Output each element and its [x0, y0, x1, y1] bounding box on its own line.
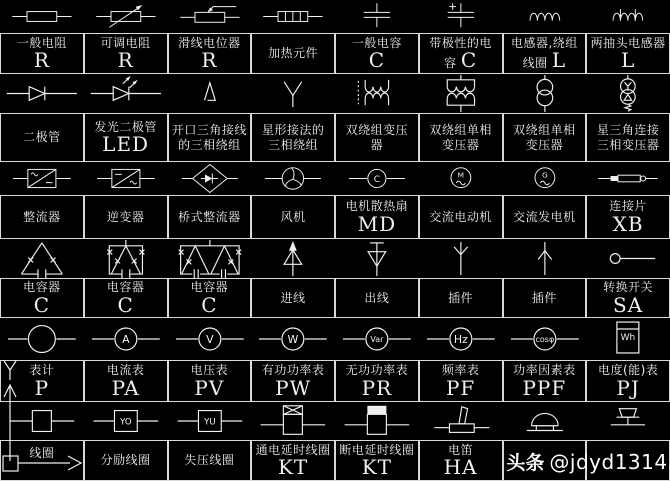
watermark-brand: 头条	[506, 452, 545, 474]
label-line: 交流电动机	[429, 209, 492, 224]
label-line: 分励线圈	[100, 453, 151, 468]
label-variable-resistor	[84, 33, 168, 74]
label-line: 星形接法的	[261, 123, 325, 138]
tapped-inductor-icon	[586, 0, 670, 33]
label-line: 电笛	[448, 442, 474, 457]
meter-icon	[84, 318, 168, 360]
label-line: 带极性的电	[429, 35, 492, 50]
label-line: PPF	[522, 375, 567, 400]
label-line: 加热元件	[268, 46, 319, 61]
label-off-delay-coil	[335, 440, 419, 481]
label-inductor	[503, 33, 587, 74]
label-line: SA	[613, 292, 644, 317]
label-line: MD	[357, 211, 397, 236]
label-line: 二极管	[23, 130, 61, 145]
label-line: 星三角连接	[596, 123, 660, 138]
rectifier-icon	[0, 162, 84, 195]
label-coil	[84, 440, 168, 481]
label-line: PF	[445, 375, 476, 400]
heating-element-icon	[251, 0, 335, 33]
label-open-delta-winding	[168, 113, 252, 162]
label-star-winding	[251, 113, 335, 162]
label-meter	[503, 360, 587, 402]
label-line: 通电延时线圈	[255, 442, 331, 457]
svg-text:Wh: Wh	[620, 332, 636, 343]
label-plug-down	[419, 278, 503, 318]
label-line: 双绕组单相	[429, 123, 492, 138]
label-transformer-circles	[503, 113, 587, 162]
label-line: 线圈 L	[522, 48, 567, 73]
label-meter	[0, 360, 84, 402]
label-line: 一般电容	[351, 35, 402, 50]
plug-up-icon	[503, 239, 587, 278]
label-line: 断电延时线圈	[339, 442, 415, 457]
label-line: 频率表	[441, 363, 480, 378]
label-diode	[0, 113, 84, 162]
label-line: PJ	[616, 375, 640, 400]
label-meter	[84, 360, 168, 402]
label-single-phase-transformer	[419, 113, 503, 162]
label-line: 一般电阻	[16, 35, 67, 50]
label-line: 失压线圈	[184, 453, 235, 468]
label-line: 可调电阻	[100, 35, 151, 50]
svg-text:YU: YU	[203, 417, 216, 428]
label-meter	[335, 360, 419, 402]
on-delay-coil-icon	[251, 402, 335, 440]
label-line: PR	[361, 375, 393, 400]
svg-text:A: A	[121, 332, 130, 346]
meter-icon	[0, 318, 84, 360]
label-motor-circle	[419, 195, 503, 239]
coil-icon	[84, 402, 168, 440]
label-line: P	[34, 375, 50, 400]
capacitor-bank-box-icon	[84, 239, 168, 278]
fan-icon	[251, 162, 335, 195]
label-line: 电容器	[190, 280, 229, 295]
label-line: 进线	[280, 290, 306, 305]
svg-text:V: V	[205, 332, 214, 346]
polarized-capacitor-icon	[419, 0, 503, 33]
coil-icon	[168, 402, 252, 440]
label-line: 电流表	[106, 363, 145, 378]
energy-meter-icon	[586, 318, 670, 360]
meter-icon	[251, 318, 335, 360]
label-line: 逆变器	[106, 209, 145, 224]
label-line: 双绕组变压	[345, 123, 409, 138]
coil-icon	[0, 402, 84, 440]
label-line: 电容器	[23, 280, 61, 295]
label-line: HA	[443, 455, 478, 480]
label-capacitor-bank-wide	[168, 278, 252, 318]
label-line: PW	[275, 375, 312, 400]
label-line: R	[201, 48, 218, 73]
label-line: 整流器	[23, 209, 61, 224]
meter-icon	[335, 318, 419, 360]
label-line: 滑线电位器	[178, 35, 241, 50]
resistor-icon	[0, 0, 84, 33]
label-motor-circle	[503, 195, 587, 239]
label-line: 发光二极管	[94, 119, 157, 134]
label-bridge-rectifier	[168, 195, 252, 239]
capacitor-icon	[335, 0, 419, 33]
label-line: L	[620, 48, 636, 73]
label-line: 电压表	[190, 363, 229, 378]
svg-text:cosφ: cosφ	[535, 334, 554, 344]
label-line: R	[117, 48, 134, 73]
label-coil	[0, 440, 84, 481]
label-line: 表计	[29, 363, 55, 378]
label-line: KT	[277, 455, 309, 480]
transformer-circles-icon	[503, 74, 587, 113]
inverter-icon	[84, 162, 168, 195]
label-tapped-inductor	[586, 33, 670, 74]
label-line: 器	[370, 137, 384, 152]
incoming-line-icon	[251, 239, 335, 278]
changeover-switch-icon	[586, 239, 670, 278]
label-line: 有功功率表	[261, 363, 325, 378]
label-incoming-line	[251, 278, 335, 318]
label-line: PV	[194, 375, 225, 400]
connecting-link-icon	[586, 162, 670, 195]
inductor-icon	[503, 0, 587, 33]
label-capacitor-bank-delta	[0, 278, 84, 318]
label-line: 双绕组单相	[513, 123, 576, 138]
label-line: 电感器,绕组	[510, 35, 578, 50]
label-line: 电度(能)表	[597, 363, 659, 378]
label-line: XB	[612, 211, 644, 236]
watermark-handle: @jdyd1314	[549, 449, 668, 474]
watermark	[505, 444, 669, 479]
label-line: C	[117, 292, 134, 317]
label-meter	[251, 360, 335, 402]
label-capacitor	[335, 33, 419, 74]
label-meter	[419, 360, 503, 402]
label-rectifier	[0, 195, 84, 239]
label-plug-up	[503, 278, 587, 318]
label-line: 的三相绕组	[178, 137, 241, 152]
label-fan	[251, 195, 335, 239]
svg-text:W: W	[287, 332, 299, 346]
label-capacitor-bank-box	[84, 278, 168, 318]
bridge-rectifier-icon	[168, 162, 252, 195]
label-line: KT	[361, 455, 393, 480]
svg-text:Hz: Hz	[453, 332, 468, 346]
svg-text:Var: Var	[370, 334, 384, 344]
label-line: C	[33, 292, 51, 317]
label-led	[84, 113, 168, 162]
label-line: 三相绕组	[268, 137, 319, 152]
label-line: 连接片	[609, 199, 647, 214]
label-horn	[419, 440, 503, 481]
motor-circle-icon	[503, 162, 587, 195]
label-meter	[168, 360, 252, 402]
svg-text:C: C	[373, 174, 381, 185]
label-line: 无功功率表	[345, 363, 409, 378]
svg-text:YO: YO	[119, 417, 132, 428]
plug-down-icon	[419, 239, 503, 278]
label-line: 线圈	[29, 446, 55, 460]
capacitor-bank-delta-icon	[0, 239, 84, 278]
potentiometer-icon	[168, 0, 252, 33]
label-line: C	[201, 292, 218, 317]
label-line: 三相变压器	[596, 137, 660, 152]
label-line: 容 C	[444, 48, 478, 73]
label-line: 功率因素表	[513, 363, 576, 378]
label-line: 转换开关	[603, 280, 654, 295]
meter-icon	[419, 318, 503, 360]
label-line: PA	[111, 375, 140, 400]
star-delta-transformer-icon	[586, 74, 670, 113]
meter-icon	[503, 318, 587, 360]
label-line: 插件	[448, 290, 474, 305]
label-line: 风机	[280, 209, 306, 224]
label-line: 变压器	[441, 137, 480, 152]
label-line: 桥式整流器	[178, 209, 241, 224]
label-line: 开口三角接线	[171, 123, 247, 138]
label-outgoing-line	[335, 278, 419, 318]
horn-icon	[419, 402, 503, 440]
outgoing-line-icon	[335, 239, 419, 278]
label-meter	[335, 195, 419, 239]
label-resistor	[0, 33, 84, 74]
label-line: 交流发电机	[513, 209, 576, 224]
label-changeover-switch	[586, 278, 670, 318]
motor-circle-icon	[419, 162, 503, 195]
capacitor-bank-wide-icon	[168, 239, 252, 278]
label-line: 两抽头电感器	[590, 35, 666, 50]
label-line: 插件	[531, 290, 557, 305]
buzzer-icon	[586, 402, 670, 440]
two-winding-transformer-icon	[335, 74, 419, 113]
diode-icon	[0, 74, 84, 113]
label-line: LED	[102, 132, 150, 157]
open-delta-winding-icon	[168, 74, 252, 113]
svg-text:G: G	[541, 170, 548, 180]
label-heating-element	[251, 33, 335, 74]
label-inverter	[84, 195, 168, 239]
label-two-winding-transformer	[335, 113, 419, 162]
label-line: 电容器	[106, 280, 145, 295]
label-potentiometer	[168, 33, 252, 74]
single-phase-transformer-icon	[419, 74, 503, 113]
label-connecting-link	[586, 195, 670, 239]
meter-icon	[168, 318, 252, 360]
led-icon	[84, 74, 168, 113]
label-line: 电机散热扇	[345, 199, 409, 214]
svg-text:M: M	[457, 170, 464, 180]
label-star-delta-transformer	[586, 113, 670, 162]
meter-icon	[335, 162, 419, 195]
off-delay-coil-icon	[335, 402, 419, 440]
label-line: C	[368, 48, 386, 73]
label-line: R	[33, 48, 50, 73]
label-energy-meter	[586, 360, 670, 402]
bell-icon	[503, 402, 587, 440]
label-on-delay-coil	[251, 440, 335, 481]
star-winding-icon	[251, 74, 335, 113]
label-line: 出线	[364, 290, 390, 305]
variable-resistor-icon	[84, 0, 168, 33]
label-line: 变压器	[525, 137, 564, 152]
label-polarized-capacitor	[419, 33, 503, 74]
label-coil	[168, 440, 252, 481]
